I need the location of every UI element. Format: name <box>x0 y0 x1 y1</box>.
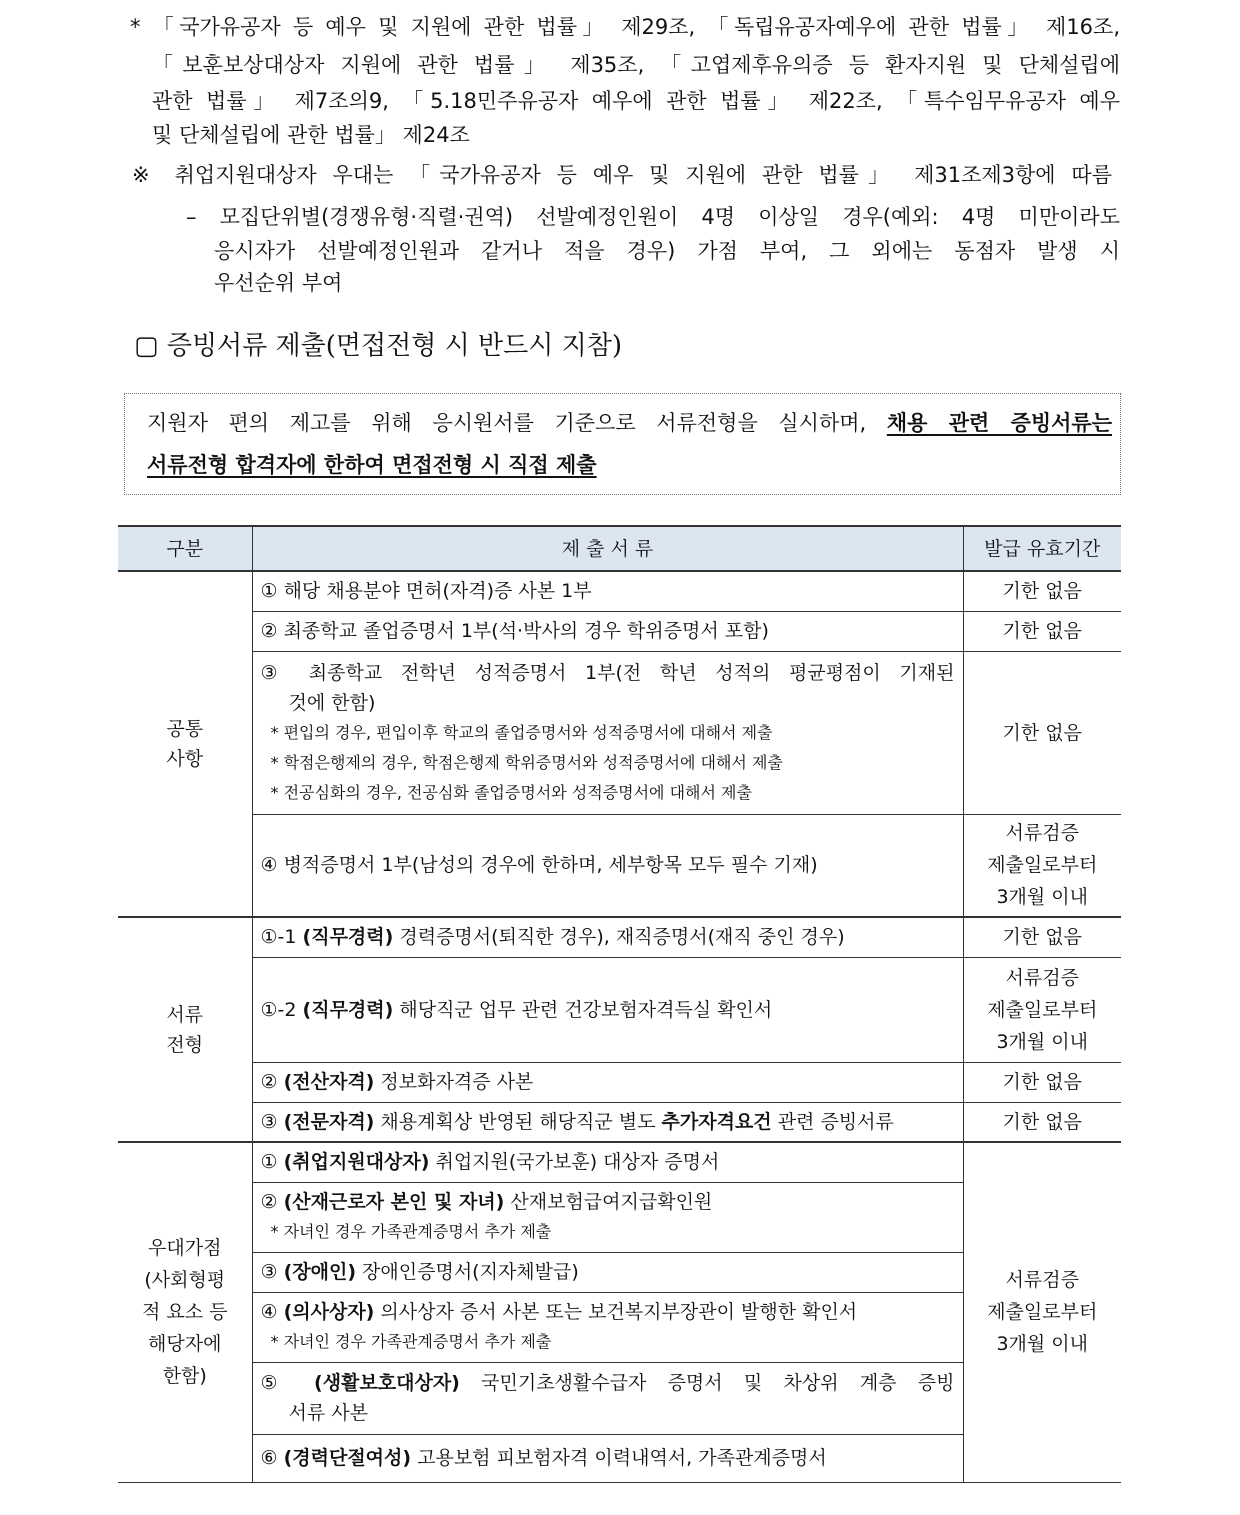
notice-line-1-emphasis: 채용 관련 증빙서류는 <box>886 411 1112 435</box>
doc-preference-6-tag: (경력단절여성) <box>283 1447 412 1469</box>
doc-preference-5-text-2: 서류 사본 <box>288 1402 368 1424</box>
doc-preference-4 <box>252 1292 963 1362</box>
doc-screening-4-tag: (전문자격) <box>283 1110 375 1133</box>
doc-screening-3-text: 정보화자격증 사본 <box>374 1071 534 1093</box>
doc-preference-4-number: ④ <box>260 1301 284 1323</box>
valid-common-3: 기한 없음 <box>963 651 1121 814</box>
law-ref-line-2: 「보훈보상대상자 지원에 관한 법률」 제35조, 「고엽제후유의증 등 환자지원 및 단체설립에 <box>152 53 1120 77</box>
doc-preference-2-note: * 자녀인 경우 가족관계증명서 추가 제출 <box>270 1222 552 1241</box>
law-ref-line-4: 및 단체설립에 관한 법률」 제24조 <box>152 123 470 147</box>
category-common: 공통 사항 <box>118 571 252 917</box>
doc-common-3-line-1: ③ 최종학교 전학년 성적증명서 1부(전 학년 성적의 평균평점이 기재된 <box>260 661 955 684</box>
doc-preference-6 <box>252 1434 963 1482</box>
documents-table <box>118 525 1121 1483</box>
dash-line-1: – 모집단위별(경쟁유형·직렬·권역) 선발예정인원이 4명 이상일 경우(예외: 4명 미만이라도 <box>186 205 1120 229</box>
table-row <box>118 1142 1121 1182</box>
law-ref-line-3: 관한 법률」 제7조의9, 「5.18민주유공자 예우에 관한 법률」 제22조, 「특수임무유공자 예우 <box>152 89 1120 113</box>
notice-line-2 <box>147 450 597 480</box>
doc-screening-2-tag: (직무경력) <box>302 998 394 1021</box>
section-title: ▢ 증빙서류 제출(면접전형 시 반드시 지참) <box>134 331 623 361</box>
doc-screening-2-text: 해당직군 업무 관련 건강보험자격득실 확인서 <box>393 998 773 1021</box>
doc-preference-4-tag: (의사상자) <box>283 1301 375 1323</box>
table-row <box>118 957 1121 1062</box>
valid-screening-3: 기한 없음 <box>963 1062 1121 1102</box>
header-category: 구분 <box>118 526 252 571</box>
notice-line-1-text: 지원자 편의 제고를 위해 응시원서를 기준으로 서류전형을 실시하며, <box>147 411 887 435</box>
table-row <box>118 571 1121 611</box>
doc-preference-1-tag: (취업지원대상자) <box>283 1151 430 1174</box>
doc-preference-2-text: 산재보험급여지급확인원 <box>504 1191 713 1213</box>
doc-common-3-note-3: * 전공심화의 경우, 전공심화 졸업증명서와 성적증명서에 대해서 제출 <box>270 782 752 802</box>
header-validity: 발급 유효기간 <box>963 526 1121 571</box>
valid-preference: 서류검증 제출일로부터 3개월 이내 <box>963 1142 1121 1482</box>
table-row <box>118 1102 1121 1142</box>
notice-line-2-emphasis: 서류전형 합격자에 한하여 면접전형 시 직접 제출 <box>147 453 597 477</box>
doc-preference-2-tag: (산재근로자 본인 및 자녀) <box>283 1191 505 1213</box>
doc-preference-2 <box>252 1182 963 1252</box>
doc-screening-2 <box>252 957 963 1062</box>
doc-screening-4-text-2: 관련 증빙서류 <box>771 1110 894 1133</box>
doc-preference-4-text: 의사상자 증서 사본 또는 보건복지부장관이 발행한 확인서 <box>374 1301 858 1323</box>
table-row <box>118 651 1121 814</box>
doc-screening-4-text: 채용계획상 반영된 해당직군 별도 <box>374 1110 662 1133</box>
doc-screening-4-emphasis: 추가자격요건 <box>661 1110 772 1133</box>
notice-box <box>124 393 1121 495</box>
doc-preference-5-tag: (생활보호대상자) <box>314 1372 460 1394</box>
doc-screening-4-number: ③ <box>260 1110 284 1133</box>
doc-common-3-note-2: * 학점은행제의 경우, 학점은행제 학위증명서와 성적증명서에 대해서 제출 <box>270 752 783 772</box>
doc-common-3-note-1: * 편입의 경우, 편입이후 학교의 졸업증명서와 성적증명서에 대해서 제출 <box>270 722 773 742</box>
doc-preference-3-tag: (장애인) <box>283 1261 357 1283</box>
doc-screening-4 <box>252 1102 963 1142</box>
dash-line-3: 우선순위 부여 <box>214 271 343 295</box>
valid-common-4: 서류검증 제출일로부터 3개월 이내 <box>963 814 1121 917</box>
doc-screening-1-number: ①-1 <box>260 926 303 949</box>
doc-preference-2-number: ② <box>260 1191 284 1213</box>
valid-common-2: 기한 없음 <box>963 611 1121 651</box>
doc-common-2: ② 최종학교 졸업증명서 1부(석·박사의 경우 학위증명서 포함) <box>252 611 963 651</box>
doc-preference-3 <box>252 1252 963 1292</box>
doc-preference-5 <box>252 1362 963 1434</box>
doc-common-3 <box>252 651 963 814</box>
table-row <box>118 1062 1121 1102</box>
table-row <box>118 917 1121 957</box>
table-row <box>118 814 1121 917</box>
doc-screening-3 <box>252 1062 963 1102</box>
doc-preference-5-number: ⑤ <box>260 1372 315 1394</box>
doc-preference-3-text: 장애인증명서(지자체발급) <box>356 1261 579 1283</box>
category-preference: 우대가점 (사회형평 적 요소 등 해당자에 한함) <box>118 1142 252 1482</box>
doc-preference-5-text: 국민기초생활수급자 증명서 및 차상위 계층 증빙 <box>459 1372 955 1394</box>
doc-common-4: ④ 병적증명서 1부(남성의 경우에 한하며, 세부항목 모두 필수 기재) <box>252 814 963 917</box>
valid-common-1: 기한 없음 <box>963 571 1121 611</box>
valid-screening-2: 서류검증 제출일로부터 3개월 이내 <box>963 957 1121 1062</box>
doc-preference-6-text: 고용보험 피보험자격 이력내역서, 가족관계증명서 <box>411 1447 827 1469</box>
category-screening: 서류 전형 <box>118 917 252 1142</box>
doc-preference-1-text: 취업지원(국가보훈) 대상자 증명서 <box>429 1151 720 1174</box>
dash-line-2: 응시자가 선발예정인원과 같거나 적을 경우) 가점 부여, 그 외에는 동점자 발생 시 <box>214 239 1120 263</box>
doc-preference-6-number: ⑥ <box>260 1447 284 1469</box>
doc-common-3-line-2: 것에 한함) <box>288 691 376 714</box>
doc-screening-1 <box>252 917 963 957</box>
doc-screening-3-tag: (전산자격) <box>283 1071 375 1093</box>
notice-line-1 <box>147 408 1112 438</box>
valid-screening-1: 기한 없음 <box>963 917 1121 957</box>
doc-preference-1 <box>252 1142 963 1182</box>
header-documents: 제 출 서 류 <box>252 526 963 571</box>
table-header-row <box>118 526 1121 571</box>
doc-preference-3-number: ③ <box>260 1261 284 1283</box>
doc-screening-1-text: 경력증명서(퇴직한 경우), 재직증명서(재직 중인 경우) <box>393 926 845 949</box>
doc-common-1: ① 해당 채용분야 면허(자격)증 사본 1부 <box>252 571 963 611</box>
doc-screening-3-number: ② <box>260 1071 284 1093</box>
doc-preference-4-note: * 자녀인 경우 가족관계증명서 추가 제출 <box>270 1332 552 1351</box>
doc-screening-2-number: ①-2 <box>260 998 303 1021</box>
preference-note: ※ 취업지원대상자 우대는 「국가유공자 등 예우 및 지원에 관한 법률」 제31조제3항에 따름 <box>132 163 1112 187</box>
doc-screening-1-tag: (직무경력) <box>302 926 394 949</box>
doc-preference-1-number: ① <box>260 1151 284 1174</box>
law-ref-line-1: * 「국가유공자 등 예우 및 지원에 관한 법률」 제29조, 「독립유공자예우에 관한 법률」 제16조, <box>130 15 1120 39</box>
valid-screening-4: 기한 없음 <box>963 1102 1121 1142</box>
table-row <box>118 611 1121 651</box>
